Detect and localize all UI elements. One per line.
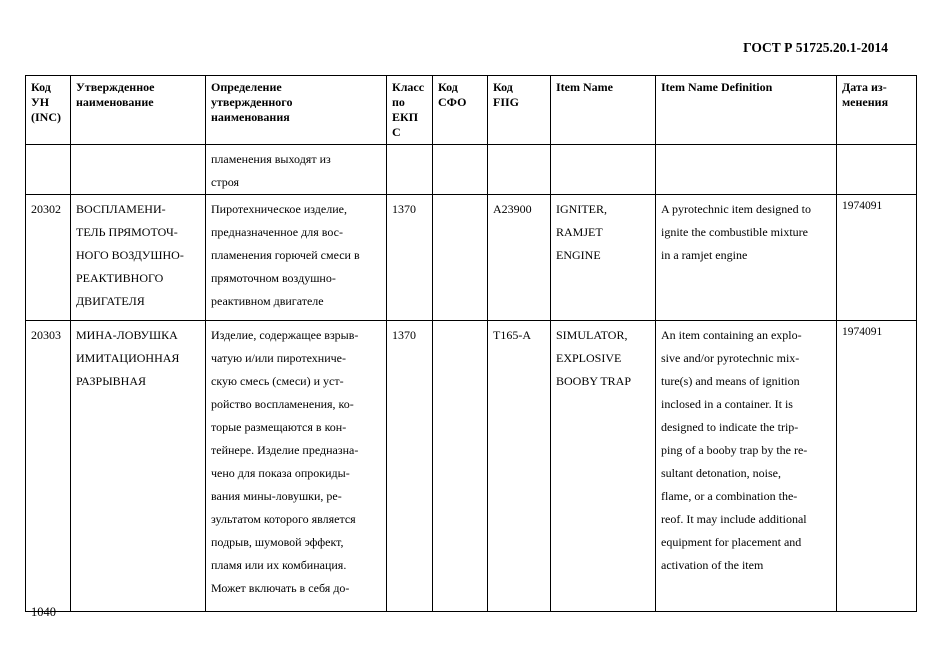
item-name-definition-cell: A pyrotechnic item designed to ignite the combustible mixture in a ramjet engine bbox=[656, 195, 837, 321]
table-cell bbox=[26, 145, 71, 195]
approved-name-cell: МИНА-ЛОВУШКА ИМИТАЦИОННАЯ РАЗРЫВНАЯ bbox=[71, 321, 206, 612]
table-cell bbox=[551, 145, 656, 195]
header-sfo-code: Код СФО bbox=[433, 76, 488, 145]
change-date-cell: 1974091 bbox=[837, 321, 917, 612]
header-change-date: Дата из- менения bbox=[837, 76, 917, 145]
header-fiig-code: Код FIIG bbox=[488, 76, 551, 145]
ekps-class-cell: 1370 bbox=[387, 321, 433, 612]
fiig-code-cell: T165-A bbox=[488, 321, 551, 612]
page-number: 1040 bbox=[31, 605, 56, 619]
header-item-name-definition: Item Name Definition bbox=[656, 76, 837, 145]
inc-cell: 20303 bbox=[26, 321, 71, 612]
header-item-name: Item Name bbox=[551, 76, 656, 145]
table-cell: пламенения выходят из строя bbox=[206, 145, 387, 195]
table-row bbox=[26, 195, 917, 321]
ekps-class-cell: 1370 bbox=[387, 195, 433, 321]
item-name-cell: IGNITER, RAMJET ENGINE bbox=[551, 195, 656, 321]
standard-code: ГОСТ Р 51725.20.1-2014 bbox=[743, 40, 888, 55]
approved-name-cell: ВОСПЛАМЕНИ- ТЕЛЬ ПРЯМОТОЧ- НОГО ВОЗДУШНО- РЕАКТИВНОГО ДВИГАТЕЛЯ bbox=[71, 195, 206, 321]
table-row-continuation bbox=[26, 145, 917, 195]
table-cell bbox=[71, 145, 206, 195]
item-name-definition-cell: An item containing an explo- sive and/or pyrotechnic mix- ture(s) and means of ignition inclosed in a container. It is designed to indicate the trip- ping of a booby trap by the re- sultant detonation, noise, flame, or a combination the- reof. It may include additional equipment for placement and activation of the item bbox=[656, 321, 837, 612]
nomenclature-table bbox=[25, 75, 917, 612]
header-inc: Код УН (INC) bbox=[26, 76, 71, 145]
inc-cell: 20302 bbox=[26, 195, 71, 321]
definition-cell: Изделие, содержащее взрыв- чатую и/или пиротехниче- скую смесь (смеси) и уст- ройство воспламенения, ко- торые размещаются в кон- тейнере. Изделие предназна- чено для показа опрокиды- вания мины-ловушки, ре- зультатом которого является подрыв, шумовой эффект, пламя или их комбинация. Может включать в себя до- bbox=[206, 321, 387, 612]
change-date-cell: 1974091 bbox=[837, 195, 917, 321]
table-cell bbox=[837, 145, 917, 195]
sfo-code-cell bbox=[433, 321, 488, 612]
table-header-row bbox=[26, 76, 917, 145]
table-cell bbox=[656, 145, 837, 195]
header-approved-name: Утвержденное наименование bbox=[71, 76, 206, 145]
header-ekps-class: Класс по ЕКП С bbox=[387, 76, 433, 145]
table-cell bbox=[488, 145, 551, 195]
table-row bbox=[26, 321, 917, 612]
table-cell bbox=[387, 145, 433, 195]
fiig-code-cell: A23900 bbox=[488, 195, 551, 321]
header-definition: Определение утвержденного наименования bbox=[206, 76, 387, 145]
item-name-cell: SIMULATOR, EXPLOSIVE BOOBY TRAP bbox=[551, 321, 656, 612]
table-cell bbox=[433, 145, 488, 195]
sfo-code-cell bbox=[433, 195, 488, 321]
definition-cell: Пиротехническое изделие, предназначенное для вос- пламенения горючей смеси в прямоточном воздушно- реактивном двигателе bbox=[206, 195, 387, 321]
